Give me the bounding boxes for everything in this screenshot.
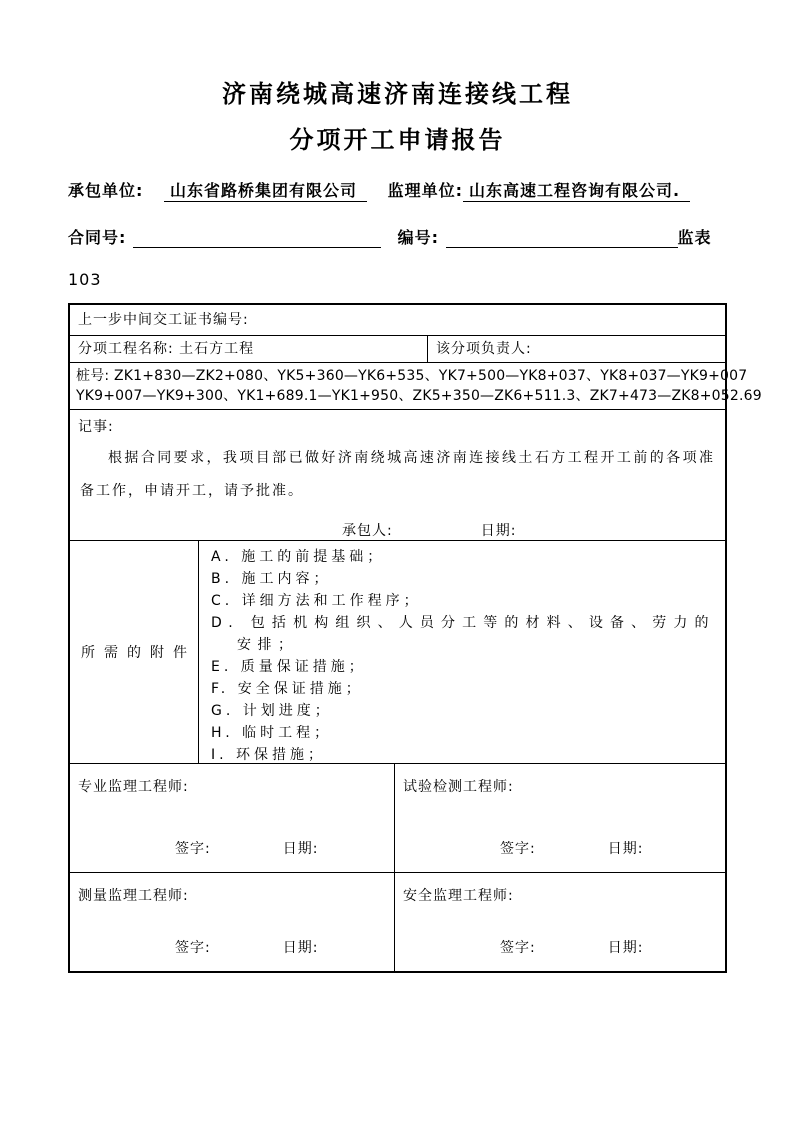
- application-form-table: [68, 303, 762, 973]
- date-label: 日期:: [607, 940, 644, 956]
- doc-no-blank-field: [446, 231, 678, 248]
- date-label: 日期:: [282, 940, 319, 956]
- attachment-item-d: D. 包括机构组织、人员分工等的材料、设备、劳力的安排；: [211, 615, 715, 653]
- signature-line: [70, 937, 318, 957]
- signature-row-1: [70, 763, 725, 872]
- notes-paragraph: 根据合同要求，我项目部已做好济南绕城高速济南连接线土石方工程开工前的各项准备工作，申请开工，请予批准。: [80, 450, 715, 499]
- attachment-item-c: C. 详细方法和工作程序；: [211, 593, 422, 609]
- contractor-date-label: 日期:: [480, 523, 517, 539]
- signature-title: 专业监理工程师:: [78, 779, 189, 795]
- leader-cell: [428, 336, 725, 362]
- prev-cert-row: [70, 305, 725, 335]
- attachment-item-a: A. 施工的前提基础；: [211, 549, 386, 565]
- signature-line: [395, 937, 643, 957]
- attachments-list: [199, 541, 725, 763]
- form-code-number: 103: [68, 270, 102, 289]
- attachment-item-e: E. 质量保证措施；: [211, 659, 367, 675]
- attachment-item-h: H. 临时工程；: [211, 725, 333, 741]
- attachment-item-f: F. 安全保证措施；: [211, 681, 364, 697]
- contractor-label: 承包单位:: [68, 181, 144, 200]
- sign-label: 签字:: [175, 940, 211, 956]
- attachment-item-b: B. 施工内容；: [211, 571, 332, 587]
- prev-cert-label: 上一步中间交工证书编号:: [78, 312, 249, 328]
- contractor-sign-label: 承包人:: [342, 523, 393, 539]
- form-code-prefix: 监表: [677, 228, 712, 247]
- contract-line: [68, 225, 727, 248]
- signature-cell-test-inspection-engineer: [395, 764, 725, 872]
- signature-line: [70, 838, 318, 858]
- attachments-row: [70, 540, 725, 763]
- subproject-value: 土石方工程: [179, 341, 255, 357]
- leader-label: 该分项负责人:: [436, 341, 532, 357]
- signature-cell-professional-supervisor: [70, 764, 395, 872]
- supervisor-name: 山东高速工程咨询有限公司.: [463, 181, 690, 202]
- doc-no-label: 编号:: [397, 228, 439, 247]
- attachments-title-cell: [70, 541, 199, 763]
- contract-no-label: 合同号:: [68, 228, 127, 247]
- stake-line-2: YK9+007—YK9+300、YK1+689.1—YK1+950、ZK5+350—ZK6+511.3、ZK7+473—ZK8+052.69: [76, 388, 762, 404]
- signature-row-2: [70, 872, 725, 971]
- attachment-item-i: I. 环保措施；: [211, 747, 327, 763]
- doc-title-line1: 济南绕城高速济南连接线工程: [222, 80, 573, 108]
- notes-label: 记事:: [78, 419, 114, 435]
- signature-cell-survey-supervisor: [70, 873, 395, 971]
- supervisor-label: 监理单位:: [387, 181, 463, 200]
- signature-line: [395, 838, 643, 858]
- subproject-label: 分项工程名称:: [78, 341, 174, 357]
- date-label: 日期:: [607, 841, 644, 857]
- sign-label: 签字:: [175, 841, 211, 857]
- subproject-name-cell: [70, 336, 428, 362]
- notes-row: [70, 409, 725, 540]
- sign-label: 签字:: [500, 841, 536, 857]
- contractor-sign-line: [70, 520, 725, 540]
- date-label: 日期:: [282, 841, 319, 857]
- attachments-title: 所需的附件: [81, 645, 196, 661]
- sign-label: 签字:: [500, 940, 536, 956]
- signature-cell-safety-supervisor: [395, 873, 725, 971]
- contract-no-blank-field: [133, 231, 381, 248]
- subproject-row: [70, 335, 725, 362]
- attachment-item-g: G. 计划进度；: [211, 703, 333, 719]
- units-line: [68, 178, 727, 201]
- signature-title: 测量监理工程师:: [78, 888, 189, 904]
- contractor-name: 山东省路桥集团有限公司: [164, 181, 367, 202]
- signature-title: 试验检测工程师:: [403, 779, 514, 795]
- signature-title: 安全监理工程师:: [403, 888, 514, 904]
- stake-line-1: 桩号: ZK1+830—ZK2+080、YK5+360—YK6+535、YK7+500—YK8+037、YK8+037—YK9+007: [76, 368, 748, 384]
- doc-title-line2: 分项开工申请报告: [289, 126, 506, 154]
- stake-row: [70, 362, 762, 409]
